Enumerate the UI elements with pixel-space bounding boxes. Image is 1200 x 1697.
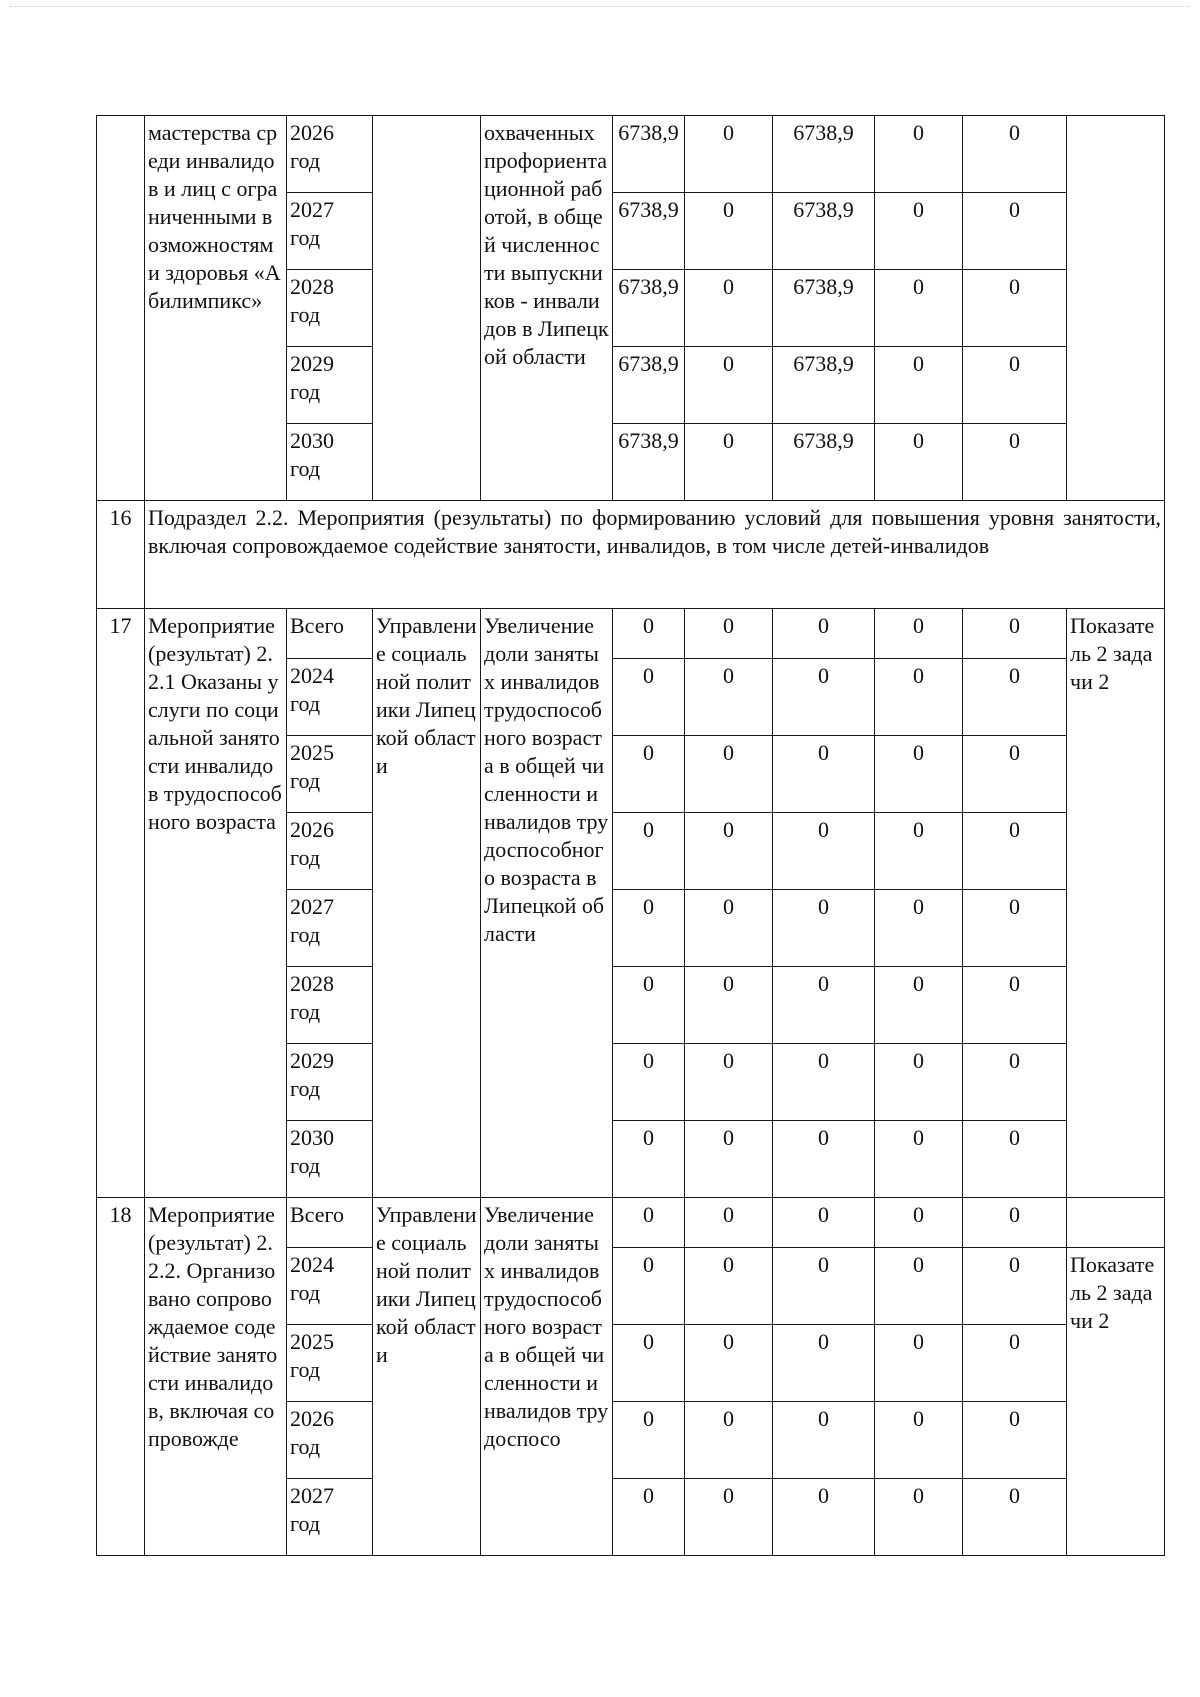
municipal-cell: 0 (875, 1402, 963, 1479)
other-cell: 0 (963, 1325, 1067, 1402)
year-cell: 2025 год (287, 736, 373, 813)
year-cell: 2024 год (287, 659, 373, 736)
total-cell: 6738,9 (613, 116, 685, 193)
municipal-cell: 0 (875, 1198, 963, 1248)
row-number: 16 (97, 501, 145, 609)
other-cell: 0 (963, 1121, 1067, 1198)
municipal-cell: 0 (875, 116, 963, 193)
other-cell: 0 (963, 609, 1067, 659)
federal-cell: 0 (685, 347, 773, 424)
subsection-row (97, 501, 1165, 609)
total-cell: 6738,9 (613, 347, 685, 424)
regional-cell: 6738,9 (773, 193, 875, 270)
year-cell: 2024 год (287, 1248, 373, 1325)
regional-cell: 6738,9 (773, 424, 875, 501)
federal-cell: 0 (685, 813, 773, 890)
total-cell: 6738,9 (613, 424, 685, 501)
federal-cell: 0 (685, 1044, 773, 1121)
federal-cell: 0 (685, 890, 773, 967)
regional-cell: 0 (773, 1044, 875, 1121)
total-cell: 0 (613, 736, 685, 813)
other-cell: 0 (963, 967, 1067, 1044)
municipal-cell: 0 (875, 890, 963, 967)
total-cell: 0 (613, 890, 685, 967)
regional-cell: 0 (773, 890, 875, 967)
year-cell: 2029 год (287, 347, 373, 424)
program-table (96, 115, 1165, 1556)
regional-cell: 0 (773, 1198, 875, 1248)
measure-name-cell: мастерства среди инвалидов и лиц с ограниченными возможностями здоровья «Абилимпикс» (145, 116, 287, 501)
federal-cell: 0 (685, 1198, 773, 1248)
regional-cell: 6738,9 (773, 116, 875, 193)
link-cell: Показатель 2 задачи 2 (1067, 609, 1165, 1198)
municipal-cell: 0 (875, 1325, 963, 1402)
year-cell: 2028 год (287, 967, 373, 1044)
other-cell: 0 (963, 1198, 1067, 1248)
municipal-cell: 0 (875, 270, 963, 347)
measure-name-cell: Мероприятие (результат) 2.2.1 Оказаны услуги по социальной занятости инвалидов трудоспособного возраста (145, 609, 287, 1198)
regional-cell: 0 (773, 967, 875, 1044)
other-cell: 0 (963, 736, 1067, 813)
total-cell: 0 (613, 1121, 685, 1198)
municipal-cell: 0 (875, 193, 963, 270)
municipal-cell: 0 (875, 347, 963, 424)
year-cell: 2026 год (287, 116, 373, 193)
regional-cell: 0 (773, 736, 875, 813)
table-row (97, 1198, 1165, 1248)
municipal-cell: 0 (875, 1479, 963, 1556)
executor-cell: Управление социальной политики Липецкой области (373, 609, 481, 1198)
municipal-cell: 0 (875, 1121, 963, 1198)
federal-cell: 0 (685, 193, 773, 270)
municipal-cell: 0 (875, 1044, 963, 1121)
total-cell: 0 (613, 1198, 685, 1248)
table-row (97, 609, 1165, 659)
other-cell: 0 (963, 270, 1067, 347)
regional-cell: 0 (773, 1121, 875, 1198)
federal-cell: 0 (685, 116, 773, 193)
table-row (97, 116, 1165, 193)
year-cell: 2026 год (287, 813, 373, 890)
total-cell: 0 (613, 967, 685, 1044)
year-cell: 2027 год (287, 1479, 373, 1556)
other-cell: 0 (963, 1402, 1067, 1479)
row-number: 18 (97, 1198, 145, 1556)
year-cell: 2027 год (287, 890, 373, 967)
municipal-cell: 0 (875, 813, 963, 890)
federal-cell: 0 (685, 609, 773, 659)
year-cell: 2027 год (287, 193, 373, 270)
federal-cell: 0 (685, 1479, 773, 1556)
link-cell-empty (1067, 1198, 1165, 1248)
federal-cell: 0 (685, 736, 773, 813)
row-17 (97, 609, 1165, 1198)
regional-cell: 0 (773, 1248, 875, 1325)
block-a (97, 116, 1165, 501)
year-cell: 2030 год (287, 1121, 373, 1198)
year-cell: 2029 год (287, 1044, 373, 1121)
other-cell: 0 (963, 193, 1067, 270)
subsection-heading: Подраздел 2.2. Мероприятия (результаты) по формированию условий для повышения уровня занятости, включая сопровождаемое содействие занятости, инвалидов, в том числе детей-инвалидов (145, 501, 1165, 609)
indicator-cell: Увеличение доли занятых инвалидов трудоспособного возраста в общей численности инвалидов трудоспособного возраста в Липецкой области (481, 609, 613, 1198)
other-cell: 0 (963, 1479, 1067, 1556)
regional-cell: 0 (773, 1479, 875, 1556)
other-cell: 0 (963, 1044, 1067, 1121)
other-cell: 0 (963, 1248, 1067, 1325)
regional-cell: 0 (773, 813, 875, 890)
link-cell (1067, 116, 1165, 501)
total-cell: 0 (613, 609, 685, 659)
indicator-cell: охваченных профориентационной работой, в общей численности выпускников - инвалидов в Липецкой области (481, 116, 613, 501)
municipal-cell: 0 (875, 659, 963, 736)
regional-cell: 0 (773, 609, 875, 659)
year-cell: 2025 год (287, 1325, 373, 1402)
total-cell: 0 (613, 659, 685, 736)
link-cell: Показатель 2 задачи 2 (1067, 1248, 1165, 1556)
year-cell: 2028 год (287, 270, 373, 347)
municipal-cell: 0 (875, 609, 963, 659)
regional-cell: 6738,9 (773, 270, 875, 347)
num-cell (97, 116, 145, 501)
total-cell: 0 (613, 1248, 685, 1325)
federal-cell: 0 (685, 1248, 773, 1325)
other-cell: 0 (963, 813, 1067, 890)
row-16 (97, 501, 1165, 609)
federal-cell: 0 (685, 1121, 773, 1198)
municipal-cell: 0 (875, 1248, 963, 1325)
other-cell: 0 (963, 116, 1067, 193)
year-cell: Всего (287, 1198, 373, 1248)
regional-cell: 0 (773, 659, 875, 736)
municipal-cell: 0 (875, 736, 963, 813)
municipal-cell: 0 (875, 967, 963, 1044)
other-cell: 0 (963, 347, 1067, 424)
year-cell: 2030 год (287, 424, 373, 501)
other-cell: 0 (963, 659, 1067, 736)
federal-cell: 0 (685, 659, 773, 736)
federal-cell: 0 (685, 1325, 773, 1402)
total-cell: 0 (613, 1402, 685, 1479)
year-cell: 2026 год (287, 1402, 373, 1479)
regional-cell: 0 (773, 1325, 875, 1402)
federal-cell: 0 (685, 424, 773, 501)
total-cell: 0 (613, 1044, 685, 1121)
executor-cell (373, 116, 481, 501)
total-cell: 6738,9 (613, 193, 685, 270)
indicator-cell: Увеличение доли занятых инвалидов трудоспособного возраста в общей численности инвалидов трудоспосо (481, 1198, 613, 1556)
regional-cell: 0 (773, 1402, 875, 1479)
federal-cell: 0 (685, 967, 773, 1044)
federal-cell: 0 (685, 1402, 773, 1479)
total-cell: 0 (613, 1479, 685, 1556)
scan-edge-line (10, 6, 1190, 8)
total-cell: 0 (613, 813, 685, 890)
total-cell: 0 (613, 1325, 685, 1402)
year-cell: Всего (287, 609, 373, 659)
measure-name-cell: Мероприятие (результат) 2.2.2. Организовано сопровождаемое содействие занятости инвалидов, включая сопровожде (145, 1198, 287, 1556)
other-cell: 0 (963, 424, 1067, 501)
total-cell: 6738,9 (613, 270, 685, 347)
row-18 (97, 1198, 1165, 1556)
regional-cell: 6738,9 (773, 347, 875, 424)
other-cell: 0 (963, 890, 1067, 967)
row-number: 17 (97, 609, 145, 1198)
executor-cell: Управление социальной политики Липецкой области (373, 1198, 481, 1556)
municipal-cell: 0 (875, 424, 963, 501)
federal-cell: 0 (685, 270, 773, 347)
